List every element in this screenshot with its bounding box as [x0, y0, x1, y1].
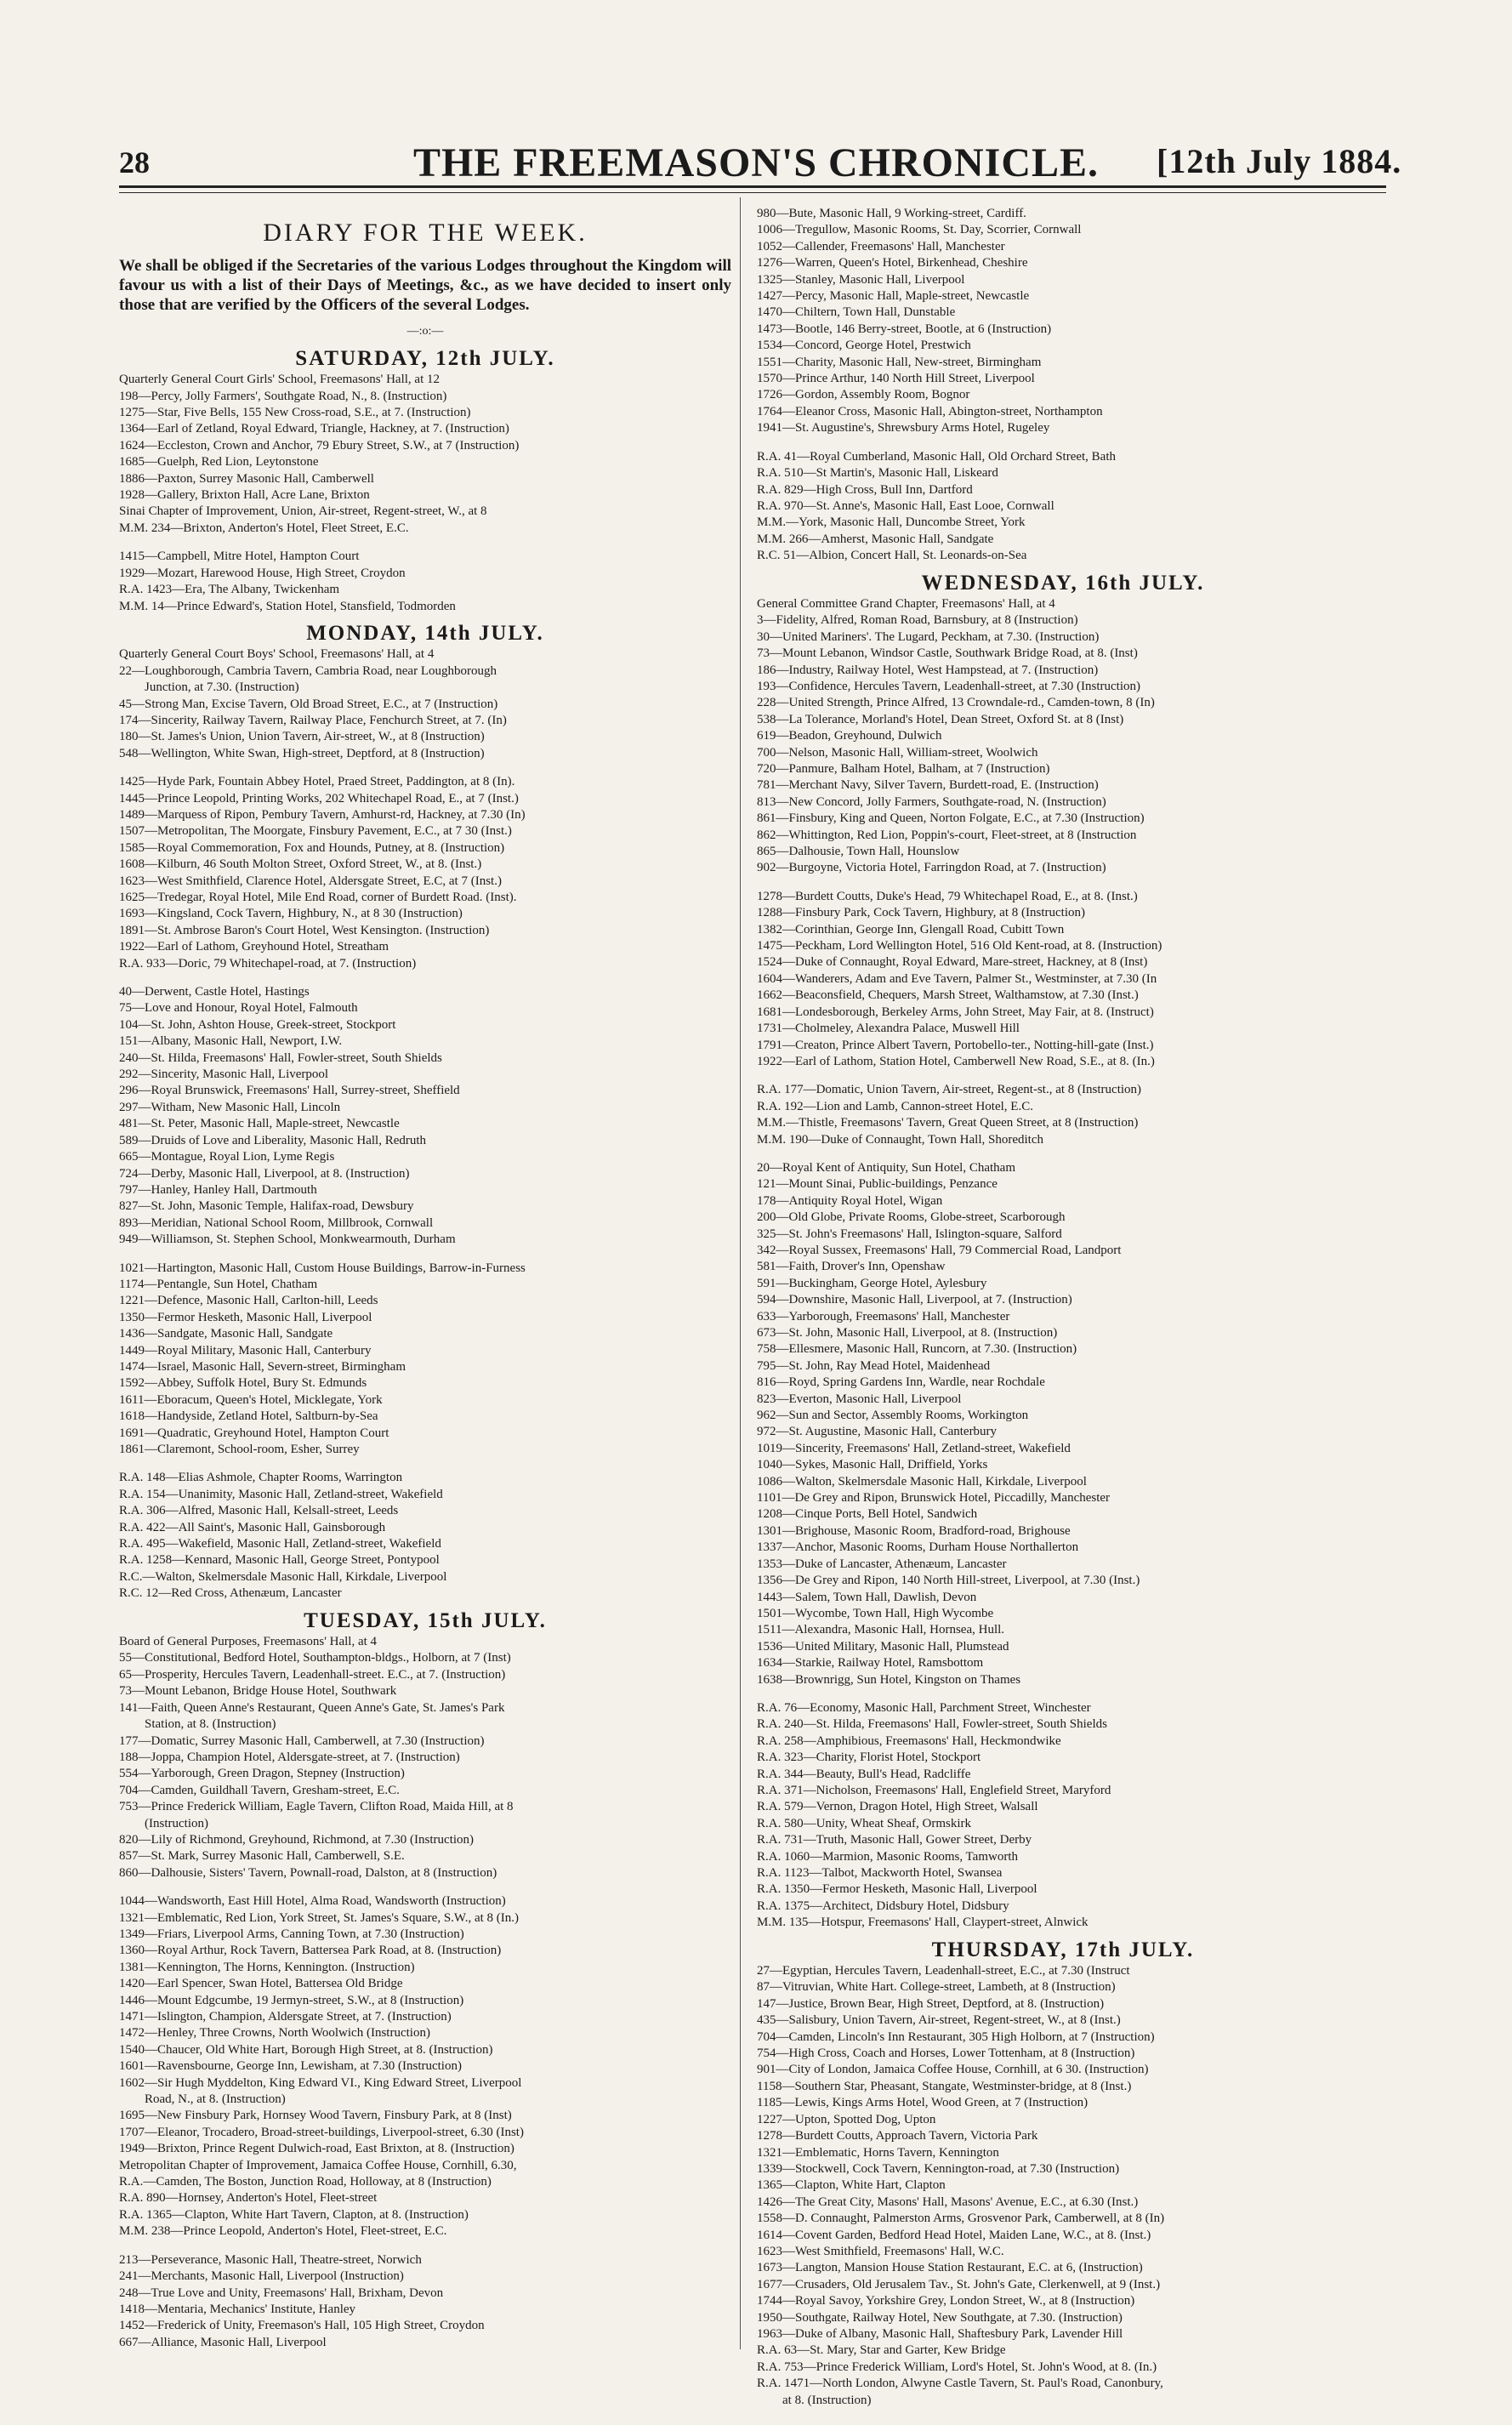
diary-entry: 1415—Campbell, Mitre Hotel, Hampton Court: [119, 549, 360, 564]
entry-list: [757, 889, 1369, 1070]
diary-entry: 1301—Brighouse, Masonic Room, Bradford-road, Brighouse: [757, 1523, 1071, 1538]
diary-entry: 1475—Peckham, Lord Wellington Hotel, 516 Old Kent-road, at 8. (Instruction): [757, 939, 1162, 953]
diary-entry: 1185—Lewis, Kings Arms Hotel, Wood Green, at 7 (Instruction): [757, 2096, 1089, 2110]
entry-list: [119, 1470, 731, 1602]
diary-entry: 594—Downshire, Masonic Hall, Liverpool, at 7. (Instruction): [757, 1293, 1072, 1307]
diary-entry: 1052—Callender, Freemasons' Hall, Manchester: [757, 239, 1005, 253]
diary-entry: 1764—Eleanor Cross, Masonic Hall, Abington-street, Northampton: [757, 404, 1103, 418]
day-heading-thursday: THURSDAY, 17th JULY.: [931, 1938, 1195, 1961]
diary-entry: 1601—Ravensbourne, George Inn, Lewisham, at 7.30 (Instruction): [119, 2059, 462, 2074]
diary-entry: 902—Burgoyne, Victoria Hotel, Farringdon Road, at 7. (Instruction): [757, 861, 1106, 875]
diary-entry: R.A. 579—Vernon, Dragon Hotel, High Street, Walsall: [757, 1800, 1038, 1814]
diary-entry: 73—Mount Lebanon, Bridge House Hotel, Southwark: [119, 1684, 397, 1699]
diary-entry: 1507—Metropolitan, The Moorgate, Finsbury Pavement, E.C., at 7 30 (Inst.): [119, 824, 512, 839]
diary-entry: R.A. 580—Unity, Wheat Sheaf, Ormskirk: [757, 1816, 972, 1830]
diary-entry: 1949—Brixton, Prince Regent Dulwich-road, East Brixton, at 8. (Instruction): [119, 2142, 514, 2156]
diary-entry: 1350—Fermor Hesketh, Masonic Hall, Liverpool: [119, 1310, 372, 1324]
diary-entry: 325—St. John's Freemasons' Hall, Islington-square, Salford: [757, 1227, 1062, 1241]
diary-entry: R.A.—Camden, The Boston, Junction Road, Holloway, at 8 (Instruction): [119, 2175, 492, 2189]
entry-list: [119, 984, 731, 1249]
diary-entry: R.A. 41—Royal Cumberland, Masonic Hall, Old Orchard Street, Bath: [757, 449, 1117, 464]
diary-entry: R.A. 1375—Architect, Didsbury Hotel, Didsbury: [757, 1898, 1009, 1913]
page-number: 28: [119, 145, 150, 179]
diary-entry: General Committee Grand Chapter, Freemasons' Hall, at 4: [757, 596, 1055, 611]
diary-entry: M.M.—York, Masonic Hall, Duncombe Street, York: [757, 515, 1026, 530]
diary-entry: 1891—St. Ambrose Baron's Court Hotel, West Kensington. (Instruction): [119, 923, 490, 937]
diary-entry: 893—Meridian, National School Room, Millbrook, Cornwall: [119, 1215, 434, 1230]
diary-entry: 1040—Sykes, Masonic Hall, Driffield, Yorks: [757, 1458, 988, 1472]
diary-entry: 1625—Tredegar, Royal Hotel, Mile End Road, corner of Burdett Road. (Inst).: [119, 891, 517, 904]
entry-list: [757, 1082, 1369, 1148]
diary-entry: 724—Derby, Masonic Hall, Liverpool, at 8. (Instruction): [119, 1166, 410, 1181]
entry-list: [119, 1261, 731, 1459]
diary-entry: 980—Bute, Masonic Hall, 9 Working-street, Cardiff.: [757, 207, 1026, 220]
diary-entry: 1685—Guelph, Red Lion, Leytonstone: [119, 455, 319, 470]
diary-entry: 862—Whittington, Red Lion, Poppin's-court, Fleet-street, at 8 (Instruction: [757, 828, 1137, 842]
diary-entry: 700—Nelson, Masonic Hall, William-street, Woolwich: [757, 745, 1038, 760]
diary-entry: 198—Percy, Jolly Farmers', Southgate Road, N., 8. (Instruction): [119, 389, 447, 403]
diary-entry: 1364—Earl of Zetland, Royal Edward, Triangle, Hackney, at 7. (Instruction): [119, 422, 509, 436]
diary-entry: 949—Williamson, St. Stephen School, Monkwearmouth, Durham: [119, 1232, 456, 1247]
diary-entry: 1608—Kilburn, 46 South Molton Street, Oxford Street, W., at 8. (Inst.): [119, 857, 482, 872]
diary-entry: 1321—Emblematic, Horns Tavern, Kennington: [757, 2145, 999, 2160]
diary-entry: 1446—Mount Edgcumbe, 19 Jermyn-street, S.W., at 8 (Instruction): [119, 1993, 464, 2007]
section-mark: —:o:—: [406, 325, 444, 339]
diary-entry: M.M. 234—Brixton, Anderton's Hotel, Fleet Street, E.C.: [119, 521, 409, 535]
diary-entry: 147—Justice, Brown Bear, High Street, Deptford, at 8. (Instruction): [757, 1996, 1105, 2011]
diary-entry: at 8. (Instruction): [757, 2393, 872, 2407]
diary-entry: 1365—Clapton, White Hart, Clapton: [757, 2178, 946, 2193]
diary-entry: 1349—Friars, Liverpool Arms, Canning Town, at 7.30 (Instruction): [119, 1927, 464, 1941]
diary-entry: 667—Alliance, Masonic Hall, Liverpool: [119, 2335, 327, 2349]
diary-entry: 1534—Concord, George Hotel, Prestwich: [757, 339, 971, 353]
diary-entry: R.A. 306—Alfred, Masonic Hall, Kelsall-street, Leeds: [119, 1504, 399, 1518]
diary-entry: Sinai Chapter of Improvement, Union, Air-street, Regent-street, W., at 8: [119, 504, 487, 519]
diary-entry: 704—Camden, Guildhall Tavern, Gresham-street, E.C.: [119, 1783, 400, 1797]
diary-entry: R.A. 63—St. Mary, Star and Garter, Kew Bridge: [757, 2343, 1006, 2358]
diary-entry: 1470—Chiltern, Town Hall, Dunstable: [757, 305, 956, 320]
diary-entry: 589—Druids of Love and Liberality, Masonic Hall, Redruth: [119, 1133, 427, 1147]
diary-entry: 1861—Claremont, School-room, Esher, Surrey: [119, 1443, 360, 1456]
diary-entry: 673—St. John, Masonic Hall, Liverpool, at 8. (Instruction): [757, 1326, 1058, 1340]
day-heading-monday: MONDAY, 14th JULY.: [306, 621, 544, 645]
diary-entry: 1662—Beaconsfield, Chequers, Marsh Street, Walthamstow, at 7.30 (Inst.): [757, 988, 1139, 1003]
diary-entry: 1941—St. Augustine's, Shrewsbury Arms Hotel, Rugeley: [757, 421, 1050, 435]
diary-entry: 213—Perseverance, Masonic Hall, Theatre-street, Norwich: [119, 2252, 422, 2267]
diary-entry: 1356—De Grey and Ripon, 140 North Hill-street, Liverpool, at 7.30 (Inst.): [757, 1574, 1140, 1588]
column-divider: [740, 197, 741, 2349]
diary-entry: R.A. 1060—Marmion, Masonic Rooms, Tamworth: [757, 1849, 1018, 1864]
entry-list: [119, 2252, 731, 2351]
entry-list: [119, 1893, 731, 2240]
diary-entry: R.C. 51—Albion, Concert Hall, St. Leonards-on-Sea: [757, 549, 1027, 563]
diary-entry: 1443—Salem, Town Hall, Dawlish, Devon: [757, 1590, 977, 1604]
diary-entry: 758—Ellesmere, Masonic Hall, Runcorn, at 7.30. (Instruction): [757, 1342, 1077, 1357]
diary-entry: 1624—Eccleston, Crown and Anchor, 79 Ebury Street, S.W., at 7 (Instruction): [119, 438, 520, 453]
diary-entry: 177—Domatic, Surrey Masonic Hall, Camberwell, at 7.30 (Instruction): [119, 1733, 485, 1748]
entry-list: [119, 372, 731, 537]
entry-list: [757, 1700, 1369, 1932]
diary-entry: Quarterly General Court Boys' School, Freemasons' Hall, at 4: [119, 647, 435, 662]
diary-entry: 75—Love and Honour, Royal Hotel, Falmouth: [119, 1001, 358, 1016]
diary-entry: Station, at 8. (Instruction): [119, 1717, 276, 1732]
diary-entry: 901—City of London, Jamaica Coffee House, Cornhill, at 6 30. (Instruction): [757, 2063, 1149, 2077]
diary-entry: 1558—D. Connaught, Palmerston Arms, Grosvenor Park, Camberwell, at 8 (In): [757, 2212, 1165, 2226]
diary-entry: 297—Witham, New Masonic Hall, Lincoln: [119, 1100, 341, 1114]
diary-entry: 1791—Creaton, Prince Albert Tavern, Portobello-ter., Notting-hill-gate (Inst.): [757, 1038, 1154, 1052]
diary-entry: 1208—Cinque Ports, Bell Hotel, Sandwich: [757, 1507, 978, 1522]
diary-entry: 1950—Southgate, Railway Hotel, New Southgate, at 7.30. (Instruction): [757, 2310, 1123, 2325]
diary-entry: 1731—Cholmeley, Alexandra Palace, Muswell Hill: [757, 1022, 1020, 1036]
diary-entry: 619—Beadon, Greyhound, Dulwich: [757, 729, 942, 743]
diary-entry: M.M.—Thistle, Freemasons' Tavern, Great Queen Street, at 8 (Instruction): [757, 1116, 1139, 1130]
diary-entry: 1325—Stanley, Masonic Hall, Liverpool: [757, 272, 965, 287]
issue-date: [12th July 1884.: [1157, 142, 1402, 180]
publication-title: THE FREEMASON'S CHRONICLE.: [412, 140, 1100, 185]
diary-entry: R.A. 344—Beauty, Bull's Head, Radcliffe: [757, 1767, 971, 1781]
diary-entry: 1634—Starkie, Railway Hotel, Ramsbottom: [757, 1656, 984, 1671]
diary-entry: 820—Lily of Richmond, Greyhound, Richmond, at 7.30 (Instruction): [119, 1832, 475, 1847]
diary-entry: 581—Faith, Drover's Inn, Openshaw: [757, 1260, 946, 1274]
diary-entry: R.A. 192—Lion and Lamb, Cannon-street Hotel, E.C.: [757, 1099, 1033, 1113]
diary-entry: 1360—Royal Arthur, Rock Tavern, Battersea Park Road, at 8. (Instruction): [119, 1944, 502, 1958]
diary-entry: 481—St. Peter, Masonic Hall, Maple-street, Newcastle: [119, 1117, 400, 1131]
entry-list: [757, 1963, 1369, 2409]
diary-entry: 720—Panmure, Balham Hotel, Balham, at 7 (Instruction): [757, 762, 1050, 776]
diary-entry: 633—Yarborough, Freemasons' Hall, Manchester: [757, 1309, 1010, 1324]
diary-entry: Metropolitan Chapter of Improvement, Jamaica Coffee House, Cornhill, 6.30,: [119, 2158, 517, 2172]
diary-entry: 972—St. Augustine, Masonic Hall, Canterbury: [757, 1425, 998, 1439]
day-heading-saturday: SATURDAY, 12th JULY.: [295, 346, 555, 370]
diary-entry: 591—Buckingham, George Hotel, Aylesbury: [757, 1276, 987, 1290]
diary-entry: 1019—Sincerity, Freemasons' Hall, Zetland-street, Wakefield: [757, 1441, 1071, 1455]
diary-entry: 1044—Wandsworth, East Hill Hotel, Alma Road, Wandsworth (Instruction): [119, 1894, 506, 1909]
diary-entry: 1693—Kingsland, Cock Tavern, Highbury, N., at 8 30 (Instruction): [119, 907, 463, 921]
diary-entry: R.A. 323—Charity, Florist Hotel, Stockport: [757, 1750, 981, 1765]
diary-entry: 962—Sun and Sector, Assembly Rooms, Workington: [757, 1409, 1029, 1423]
diary-entry: 1929—Mozart, Harewood House, High Street, Croydon: [119, 566, 406, 580]
diary-entry: 1337—Anchor, Masonic Rooms, Durham House Northallerton: [757, 1540, 1079, 1555]
diary-entry: 1673—Langton, Mansion House Station Restaurant, E.C. at 6, (Instruction): [757, 2261, 1143, 2275]
diary-entry: R.A. 731—Truth, Masonic Hall, Gower Street, Derby: [757, 1833, 1032, 1847]
diary-entry: R.A. 1423—Era, The Albany, Twickenham: [119, 583, 340, 597]
diary-entry: 1618—Handyside, Zetland Hotel, Saltburn-by-Sea: [119, 1409, 378, 1424]
diary-entry: 1536—United Military, Masonic Hall, Plumstead: [757, 1639, 1009, 1654]
diary-entry: 1623—West Smithfield, Freemasons' Hall, W.C.: [757, 2244, 1004, 2258]
diary-entry: M.M. 238—Prince Leopold, Anderton's Hotel, Fleet-street, E.C.: [119, 2224, 447, 2239]
diary-entry: 1339—Stockwell, Cock Tavern, Kennington-road, at 7.30 (Instruction): [757, 2161, 1120, 2176]
diary-entry: 1449—Royal Military, Masonic Hall, Canterbury: [119, 1343, 372, 1358]
diary-entry: 1382—Corinthian, George Inn, Glengall Road, Cubitt Town: [757, 922, 1065, 936]
diary-entry: 1445—Prince Leopold, Printing Works, 202 Whitechapel Road, E., at 7 (Inst.): [119, 791, 519, 805]
diary-entry: M.M. 14—Prince Edward's, Station Hotel, Stansfield, Todmorden: [119, 599, 456, 613]
diary-entry: R.A. 258—Amphibious, Freemasons' Hall, Heckmondwike: [757, 1733, 1061, 1748]
header-rule-thick: [119, 185, 1386, 188]
diary-entry: 104—St. John, Ashton House, Greek-street, Stockport: [119, 1017, 396, 1032]
diary-entry: 1691—Quadratic, Greyhound Hotel, Hampton Court: [119, 1426, 389, 1440]
diary-entry: 1928—Gallery, Brixton Hall, Acre Lane, Brixton: [119, 488, 370, 503]
diary-entry: 1551—Charity, Masonic Hall, New-street, Birmingham: [757, 355, 1042, 369]
diary-entry: R.A. 510—St Martin's, Masonic Hall, Liskeard: [757, 466, 998, 481]
diary-entry: R.A. 76—Economy, Masonic Hall, Parchment Street, Winchester: [757, 1700, 1091, 1715]
diary-entry: 186—Industry, Railway Hotel, West Hampstead, at 7. (Instruction): [757, 663, 1099, 677]
diary-entry: 45—Strong Man, Excise Tavern, Old Broad Street, E.C., at 7 (Instruction): [119, 697, 498, 711]
diary-entry: 1540—Chaucer, Old White Hart, Borough High Street, at 8. (Instruction): [119, 2042, 493, 2057]
diary-entry: 781—Merchant Navy, Silver Tavern, Burdett-road, E. (Instruction): [757, 778, 1099, 793]
diary-entry: M.M. 266—Amherst, Masonic Hall, Sandgate: [757, 532, 994, 546]
diary-entry: Junction, at 7.30. (Instruction): [119, 680, 299, 695]
diary-entry: R.A. 422—All Saint's, Masonic Hall, Gainsborough: [119, 1520, 386, 1534]
entry-list: [757, 449, 1369, 565]
diary-entry: 704—Camden, Lincoln's Inn Restaurant, 305 High Holborn, at 7 (Instruction): [757, 2029, 1155, 2044]
header-rule-thin: [119, 192, 1386, 193]
diary-entry: 87—Vitruvian, White Hart. College-street, Lambeth, at 8 (Instruction): [757, 1980, 1116, 1995]
diary-entry: 860—Dalhousie, Sisters' Tavern, Pownall-road, Dalston, at 8 (Instruction): [119, 1865, 497, 1880]
diary-entry: 1511—Alexandra, Masonic Hall, Hornsea, Hull.: [757, 1623, 1005, 1637]
diary-entry: 1707—Eleanor, Trocadero, Broad-street-buildings, Liverpool-street, 6.30 (Inst): [119, 2125, 524, 2139]
diary-entry: 857—St. Mark, Surrey Masonic Hall, Camberwell, S.E.: [119, 1849, 405, 1864]
diary-entry: 1474—Israel, Masonic Hall, Severn-street, Birmingham: [119, 1359, 406, 1374]
diary-entry: 1886—Paxton, Surrey Masonic Hall, Camberwell: [119, 471, 374, 486]
diary-entry: 1353—Duke of Lancaster, Athenæum, Lancaster: [757, 1557, 1007, 1571]
diary-entry: 1221—Defence, Masonic Hall, Carlton-hill, Leeds: [119, 1294, 378, 1308]
diary-entry: 1278—Burdett Coutts, Duke's Head, 79 Whitechapel Road, E., at 8. (Inst.): [757, 889, 1138, 903]
diary-entry: 292—Sincerity, Masonic Hall, Liverpool: [119, 1067, 329, 1082]
entry-list: [757, 1160, 1369, 1688]
diary-entry: 1726—Gordon, Assembly Room, Bognor: [757, 388, 970, 402]
diary-entry: 827—St. John, Masonic Temple, Halifax-road, Dewsbury: [119, 1199, 414, 1214]
diary-entry: R.A. 970—St. Anne's, Masonic Hall, East Looe, Cornwall: [757, 498, 1054, 513]
diary-entry: 1425—Hyde Park, Fountain Abbey Hotel, Praed Street, Paddington, at 8 (In).: [119, 775, 515, 789]
diary-entry: 200—Old Globe, Private Rooms, Globe-street, Scarborough: [757, 1210, 1066, 1225]
diary-entry: 548—Wellington, White Swan, High-street, Deptford, at 8 (Instruction): [119, 746, 485, 760]
diary-entry: 1174—Pentangle, Sun Hotel, Chatham: [119, 1277, 318, 1291]
diary-entry: R.A. 240—St. Hilda, Freemasons' Hall, Fowler-street, South Shields: [757, 1717, 1107, 1732]
diary-entry: (Instruction): [119, 1816, 208, 1830]
diary-entry: 1677—Crusaders, Old Jerusalem Tav., St. John's Gate, Clerkenwell, at 9 (Inst.): [757, 2277, 1161, 2291]
diary-entry: 1570—Prince Arthur, 140 North Hill Street, Liverpool: [757, 372, 1035, 386]
diary-entry: 1418—Mentaria, Mechanics' Institute, Hanley: [119, 2302, 356, 2316]
diary-entry: Road, N., at 8. (Instruction): [119, 2092, 286, 2107]
diary-entry: 241—Merchants, Masonic Hall, Liverpool (Instruction): [119, 2269, 404, 2284]
diary-entry: Board of General Purposes, Freemasons' Hall, at 4: [119, 1635, 378, 1649]
diary-entry: 1471—Islington, Champion, Aldersgate Street, at 7. (Instruction): [119, 2010, 452, 2024]
diary-entry: R.A. 148—Elias Ashmole, Chapter Rooms, Warrington: [119, 1471, 403, 1485]
diary-entry: 554—Yarborough, Green Dragon, Stepney (Instruction): [119, 1767, 405, 1781]
diary-entry: 861—Finsbury, King and Queen, Norton Folgate, E.C., at 7.30 (Instruction): [757, 811, 1145, 826]
diary-entry: 1426—The Great City, Masons' Hall, Masons' Avenue, E.C., at 6.30 (Inst.): [757, 2194, 1139, 2209]
diary-entry: R.A. 829—High Cross, Bull Inn, Dartford: [757, 482, 973, 497]
diary-entry: 27—Egyptian, Hercules Tavern, Leadenhall-street, E.C., at 7.30 (Instruct: [757, 1964, 1130, 1978]
diary-entry: R.A. 1123—Talbot, Mackworth Hotel, Swansea: [757, 1866, 1003, 1880]
diary-entry: 22—Loughborough, Cambria Tavern, Cambria Road, near Loughborough: [119, 663, 497, 678]
diary-entry: 865—Dalhousie, Town Hall, Hounslow: [757, 845, 960, 859]
diary-entry: 1695—New Finsbury Park, Hornsey Wood Tavern, Finsbury Park, at 8 (Inst): [119, 2109, 512, 2123]
diary-entry: 180—St. James's Union, Union Tavern, Air-street, W., at 8 (Instruction): [119, 730, 485, 744]
diary-entry: 240—St. Hilda, Freemasons' Hall, Fowler-street, South Shields: [119, 1050, 442, 1065]
diary-entry: 1744—Royal Savoy, Yorkshire Grey, London Street, W., at 8 (Instruction): [757, 2294, 1135, 2308]
diary-entry: 1227—Upton, Spotted Dog, Upton: [757, 2112, 936, 2126]
diary-entry: 1086—Walton, Skelmersdale Masonic Hall, Kirkdale, Liverpool: [757, 1474, 1087, 1489]
entry-list: [757, 596, 1369, 877]
diary-entry: R.A. 177—Domatic, Union Tavern, Air-street, Regent-st., at 8 (Instruction): [757, 1083, 1142, 1097]
diary-entry: 753—Prince Frederick William, Eagle Tavern, Clifton Road, Maida Hill, at 8: [119, 1800, 514, 1814]
diary-entry: 248—True Love and Unity, Freemasons' Hall, Brixham, Devon: [119, 2286, 444, 2300]
diary-entry: 754—High Cross, Coach and Horses, Lower Tottenham, at 8 (Instruction): [757, 2046, 1135, 2061]
diary-entry: R.A. 1350—Fermor Hesketh, Masonic Hall, Liverpool: [757, 1882, 1037, 1897]
diary-entry: 1276—Warren, Queen's Hotel, Birkenhead, Cheshire: [757, 256, 1028, 270]
diary-entry: 1275—Star, Five Bells, 155 New Cross-road, S.E., at 7. (Instruction): [119, 406, 471, 420]
diary-entry: R.A. 371—Nicholson, Freemasons' Hall, Englefield Street, Maryford: [757, 1783, 1111, 1797]
diary-entry: 1420—Earl Spencer, Swan Hotel, Battersea Old Bridge: [119, 1977, 403, 1991]
day-heading-tuesday: TUESDAY, 15th JULY.: [304, 1608, 547, 1632]
diary-entry: 1101—De Grey and Ripon, Brunswick Hotel, Piccadilly, Manchester: [757, 1491, 1111, 1506]
entry-list: [119, 774, 731, 972]
right-column: [757, 206, 1369, 2409]
diary-entry: 3—Fidelity, Alfred, Roman Road, Barnsbury, at 8 (Instruction): [757, 613, 1078, 628]
diary-entry: 1006—Tregullow, Masonic Rooms, St. Day, Scorrier, Cornwall: [757, 223, 1082, 237]
diary-entry: 121—Mount Sinai, Public-buildings, Penzance: [757, 1177, 998, 1192]
entry-list: [119, 1634, 731, 1881]
diary-title: DIARY FOR THE WEEK.: [263, 219, 588, 247]
diary-entry: 1638—Brownrigg, Sun Hotel, Kingston on Thames: [757, 1672, 1021, 1687]
diary-entry: R.A. 495—Wakefield, Masonic Hall, Zetland-street, Wakefield: [119, 1537, 441, 1551]
entry-list: [757, 206, 1369, 437]
diary-entry: 1321—Emblematic, Red Lion, York Street, St. James's Square, S.W., at 8 (In.): [119, 1910, 520, 1925]
diary-entry: 1963—Duke of Albany, Masonic Hall, Shaftesbury Park, Lavender Hill: [757, 2326, 1123, 2341]
diary-entry: 1623—West Smithfield, Clarence Hotel, Aldersgate Street, E.C, at 7 (Inst.): [119, 874, 502, 888]
diary-entry: 1922—Earl of Lathom, Greyhound Hotel, Streatham: [119, 940, 389, 954]
diary-entry: 141—Faith, Queen Anne's Restaurant, Queen Anne's Gate, St. James's Park: [119, 1700, 505, 1715]
diary-entry: R.A. 890—Hornsey, Anderton's Hotel, Fleet-street: [119, 2191, 378, 2206]
diary-entry: Quarterly General Court Girls' School, Freemasons' Hall, at 12: [119, 373, 440, 387]
diary-entry: 1158—Southern Star, Pheasant, Stangate, Westminster-bridge, at 8 (Inst.): [757, 2079, 1132, 2093]
diary-entry: 1021—Hartington, Masonic Hall, Custom House Buildings, Barrow-in-Furness: [119, 1261, 526, 1275]
diary-entry: 1681—Londesborough, Berkeley Arms, John Street, May Fair, at 8. (Instruct): [757, 1005, 1154, 1019]
diary-entry: R.A. 1471—North London, Alwyne Castle Tavern, St. Paul's Road, Canonbury,: [757, 2377, 1163, 2391]
diary-entry: R.A. 154—Unanimity, Masonic Hall, Zetland-street, Wakefield: [119, 1487, 443, 1501]
diary-entry: 1602—Sir Hugh Myddelton, King Edward VI., King Edward Street, Liverpool: [119, 2075, 522, 2090]
diary-entry: 193—Confidence, Hercules Tavern, Leadenhall-street, at 7.30 (Instruction): [757, 679, 1141, 693]
diary-entry: 795—St. John, Ray Mead Hotel, Maidenhead: [757, 1358, 991, 1373]
diary-entry: 65—Prosperity, Hercules Tavern, Leadenhall-street. E.C., at 7. (Instruction): [119, 1667, 506, 1682]
diary-entry: 296—Royal Brunswick, Freemasons' Hall, Surrey-street, Sheffield: [119, 1084, 460, 1098]
diary-entry: 174—Sincerity, Railway Tavern, Railway Place, Fenchurch Street, at 7. (In): [119, 713, 507, 727]
diary-entry: 1604—Wanderers, Adam and Eve Tavern, Palmer St., Westminster, at 7.30 (In: [757, 971, 1157, 986]
diary-entry: 178—Antiquity Royal Hotel, Wigan: [757, 1193, 943, 1208]
diary-entry: R.A. 1258—Kennard, Masonic Hall, George Street, Pontypool: [119, 1553, 440, 1568]
day-heading-wednesday: WEDNESDAY, 16th JULY.: [921, 571, 1205, 595]
diary-entry: 1922—Earl of Lathom, Station Hotel, Camberwell New Road, S.E., at 8. (In.): [757, 1054, 1155, 1068]
left-column: [119, 206, 731, 2351]
entry-list: [119, 646, 731, 762]
diary-entry: 1381—Kennington, The Horns, Kennington. (Instruction): [119, 1960, 415, 1974]
diary-entry: 20—Royal Kent of Antiquity, Sun Hotel, Chatham: [757, 1160, 1016, 1175]
diary-intro: We shall be obliged if the Secretaries of the various Lodges throughout the Kingdom will favour us with a list of their Days of Meetings, &c., as we have decided to insert only those that are verified by the Officers of the several Lodges.: [119, 257, 731, 315]
diary-entry: 1489—Marquess of Ripon, Pembury Tavern, Amhurst-rd, Hackney, at 7.30 (In): [119, 807, 526, 822]
diary-entry: 73—Mount Lebanon, Windsor Castle, Southwark Bridge Road, at 8. (Inst): [757, 646, 1138, 661]
diary-entry: 1278—Burdett Coutts, Approach Tavern, Victoria Park: [757, 2129, 1038, 2143]
diary-entry: 30—United Mariners'. The Lugard, Peckham, at 7.30. (Instruction): [757, 629, 1100, 644]
diary-entry: 188—Joppa, Champion Hotel, Aldersgate-street, at 7. (Instruction): [119, 1750, 460, 1764]
diary-entry: 151—Albany, Masonic Hall, Newport, I.W.: [119, 1034, 343, 1049]
diary-entry: 538—La Tolerance, Morland's Hotel, Dean Street, Oxford St. at 8 (Inst): [757, 712, 1124, 726]
diary-entry: R.A. 1365—Clapton, White Hart Tavern, Clapton, at 8. (Instruction): [119, 2207, 469, 2222]
diary-entry: 1611—Eboracum, Queen's Hotel, Micklegate, York: [119, 1392, 383, 1407]
diary-entry: 1472—Henley, Three Crowns, North Woolwich (Instruction): [119, 2026, 430, 2041]
diary-entry: 55—Constitutional, Bedford Hotel, Southampton-bldgs., Holborn, at 7 (Inst): [119, 1651, 511, 1665]
diary-entry: 1452—Frederick of Unity, Freemason's Hall, 105 High Street, Croydon: [119, 2319, 485, 2333]
diary-entry: 342—Royal Sussex, Freemasons' Hall, 79 Commercial Road, Landport: [757, 1243, 1122, 1257]
diary-entry: M.M. 190—Duke of Connaught, Town Hall, Shoreditch: [757, 1132, 1043, 1147]
diary-entry: 1592—Abbey, Suffolk Hotel, Bury St. Edmunds: [119, 1376, 367, 1391]
diary-entry: 797—Hanley, Hanley Hall, Dartmouth: [119, 1182, 317, 1197]
diary-entry: 40—Derwent, Castle Hotel, Hastings: [119, 985, 310, 999]
diary-entry: 816—Royd, Spring Gardens Inn, Wardle, near Rochdale: [757, 1375, 1045, 1390]
diary-entry: 1436—Sandgate, Masonic Hall, Sandgate: [119, 1327, 333, 1341]
diary-entry: M.M. 135—Hotspur, Freemasons' Hall, Claypert-street, Alnwick: [757, 1916, 1089, 1930]
diary-entry: R.C. 12—Red Cross, Athenæum, Lancaster: [119, 1586, 342, 1601]
diary-entry: 823—Everton, Masonic Hall, Liverpool: [757, 1392, 962, 1406]
diary-entry: 813—New Concord, Jolly Farmers, Southgate-road, N. (Instruction): [757, 794, 1106, 809]
diary-entry: 1473—Bootle, 146 Berry-street, Bootle, at 6 (Instruction): [757, 322, 1052, 336]
diary-entry: 1427—Percy, Masonic Hall, Maple-street, Newcastle: [757, 289, 1030, 304]
diary-entry: 1501—Wycombe, Town Hall, High Wycombe: [757, 1606, 994, 1620]
diary-entry: 1288—Finsbury Park, Cock Tavern, Highbury, at 8 (Instruction): [757, 906, 1085, 920]
diary-entry: 1614—Covent Garden, Bedford Head Hotel, Maiden Lane, W.C., at 8. (Inst.): [757, 2228, 1151, 2242]
diary-entry: 1524—Duke of Connaught, Royal Edward, Mare-street, Hackney, at 8 (Inst): [757, 955, 1148, 970]
diary-entry: 1585—Royal Commemoration, Fox and Hounds, Putney, at 8. (Instruction): [119, 840, 505, 855]
page-header: [0, 0, 1512, 185]
diary-entry: 435—Salisbury, Union Tavern, Air-street, Regent-street, W., at 8 (Inst.): [757, 2013, 1121, 2028]
diary-entry: R.A. 933—Doric, 79 Whitechapel-road, at 7. (Instruction): [119, 956, 417, 971]
diary-entry: R.A. 753—Prince Frederick William, Lord's Hotel, St. John's Wood, at 8. (In.): [757, 2360, 1157, 2374]
diary-entry: 228—United Strength, Prince Alfred, 13 Crowndale-rd., Camden-town, 8 (In): [757, 696, 1155, 710]
diary-entry: R.C.—Walton, Skelmersdale Masonic Hall, Kirkdale, Liverpool: [119, 1569, 447, 1584]
diary-entry: 665—Montague, Royal Lion, Lyme Regis: [119, 1150, 335, 1164]
entry-list: [119, 549, 731, 615]
